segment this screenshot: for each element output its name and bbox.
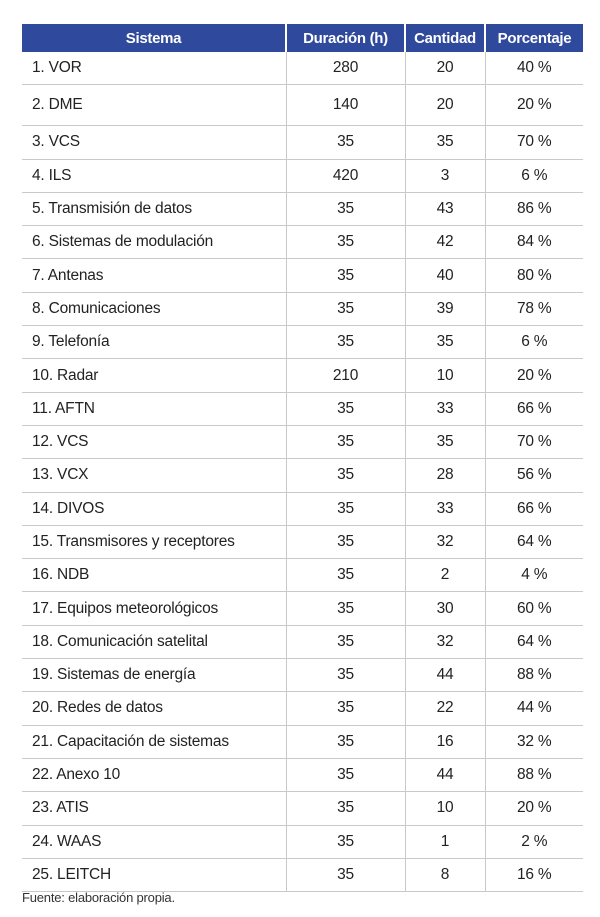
table-row: [22, 259, 583, 292]
cell-duracion: 35: [286, 259, 405, 292]
cell-sistema: 3. VCS: [22, 126, 286, 159]
table-row: [22, 525, 583, 558]
cell-sistema: 8. Comunicaciones: [22, 292, 286, 325]
cell-duracion: 280: [286, 52, 405, 85]
table-row: [22, 825, 583, 858]
cell-duracion: 35: [286, 758, 405, 791]
cell-duracion: 35: [286, 559, 405, 592]
cell-sistema: 23. ATIS: [22, 792, 286, 825]
table-row: [22, 126, 583, 159]
cell-porcentaje: 66 %: [485, 492, 583, 525]
cell-cantidad: 44: [405, 758, 485, 791]
cell-sistema: 19. Sistemas de energía: [22, 659, 286, 692]
cell-sistema: 12. VCS: [22, 425, 286, 458]
table-row: [22, 226, 583, 259]
cell-porcentaje: 20 %: [485, 359, 583, 392]
cell-duracion: 35: [286, 192, 405, 225]
cell-porcentaje: 84 %: [485, 226, 583, 259]
cell-duracion: 35: [286, 592, 405, 625]
cell-cantidad: 10: [405, 359, 485, 392]
cell-duracion: 140: [286, 85, 405, 126]
cell-duracion: 35: [286, 326, 405, 359]
cell-cantidad: 35: [405, 126, 485, 159]
cell-cantidad: 16: [405, 725, 485, 758]
cell-sistema: 9. Telefonía: [22, 326, 286, 359]
cell-porcentaje: 20 %: [485, 85, 583, 126]
systems-table: [22, 24, 583, 892]
cell-porcentaje: 70 %: [485, 126, 583, 159]
cell-sistema: 16. NDB: [22, 559, 286, 592]
cell-cantidad: 2: [405, 559, 485, 592]
cell-cantidad: 8: [405, 858, 485, 891]
cell-sistema: 13. VCX: [22, 459, 286, 492]
cell-duracion: 420: [286, 159, 405, 192]
cell-duracion: 35: [286, 692, 405, 725]
cell-porcentaje: 66 %: [485, 392, 583, 425]
cell-porcentaje: 88 %: [485, 758, 583, 791]
cell-cantidad: 33: [405, 392, 485, 425]
cell-duracion: 35: [286, 858, 405, 891]
cell-cantidad: 1: [405, 825, 485, 858]
cell-porcentaje: 56 %: [485, 459, 583, 492]
cell-sistema: 10. Radar: [22, 359, 286, 392]
cell-porcentaje: 6 %: [485, 326, 583, 359]
table-row: [22, 492, 583, 525]
cell-porcentaje: 88 %: [485, 659, 583, 692]
cell-cantidad: 20: [405, 52, 485, 85]
systems-table-container: [22, 24, 583, 892]
table-row: [22, 858, 583, 891]
cell-sistema: 1. VOR: [22, 52, 286, 85]
table-row: [22, 725, 583, 758]
cell-porcentaje: 70 %: [485, 425, 583, 458]
table-row: [22, 692, 583, 725]
header-duracion: Duración (h): [286, 24, 405, 52]
cell-duracion: 35: [286, 126, 405, 159]
cell-sistema: 7. Antenas: [22, 259, 286, 292]
table-row: [22, 625, 583, 658]
cell-cantidad: 3: [405, 159, 485, 192]
cell-sistema: 18. Comunicación satelital: [22, 625, 286, 658]
cell-duracion: 35: [286, 492, 405, 525]
header-cantidad: Cantidad: [405, 24, 485, 52]
cell-porcentaje: 32 %: [485, 725, 583, 758]
table-row: [22, 85, 583, 126]
cell-cantidad: 10: [405, 792, 485, 825]
table-row: [22, 559, 583, 592]
cell-sistema: 4. ILS: [22, 159, 286, 192]
cell-sistema: 25. LEITCH: [22, 858, 286, 891]
cell-cantidad: 33: [405, 492, 485, 525]
cell-cantidad: 39: [405, 292, 485, 325]
table-row: [22, 326, 583, 359]
cell-porcentaje: 40 %: [485, 52, 583, 85]
table-row: [22, 592, 583, 625]
cell-porcentaje: 4 %: [485, 559, 583, 592]
cell-sistema: 20. Redes de datos: [22, 692, 286, 725]
cell-cantidad: 32: [405, 625, 485, 658]
table-row: [22, 359, 583, 392]
table-row: [22, 52, 583, 85]
cell-sistema: 22. Anexo 10: [22, 758, 286, 791]
cell-duracion: 35: [286, 625, 405, 658]
cell-porcentaje: 78 %: [485, 292, 583, 325]
cell-porcentaje: 86 %: [485, 192, 583, 225]
cell-sistema: 17. Equipos meteorológicos: [22, 592, 286, 625]
table-body: [22, 52, 583, 892]
header-porcentaje: Porcentaje: [485, 24, 583, 52]
cell-cantidad: 32: [405, 525, 485, 558]
cell-sistema: 24. WAAS: [22, 825, 286, 858]
cell-cantidad: 43: [405, 192, 485, 225]
cell-porcentaje: 20 %: [485, 792, 583, 825]
header-sistema: Sistema: [22, 24, 286, 52]
table-row: [22, 792, 583, 825]
cell-cantidad: 20: [405, 85, 485, 126]
table-row: [22, 292, 583, 325]
table-row: [22, 192, 583, 225]
cell-porcentaje: 16 %: [485, 858, 583, 891]
cell-cantidad: 44: [405, 659, 485, 692]
cell-duracion: 35: [286, 226, 405, 259]
cell-duracion: 35: [286, 825, 405, 858]
table-row: [22, 425, 583, 458]
cell-cantidad: 30: [405, 592, 485, 625]
cell-sistema: 6. Sistemas de modulación: [22, 226, 286, 259]
table-row: [22, 159, 583, 192]
table-row: [22, 459, 583, 492]
cell-cantidad: 40: [405, 259, 485, 292]
cell-cantidad: 35: [405, 425, 485, 458]
table-header-row: [22, 24, 583, 52]
cell-duracion: 210: [286, 359, 405, 392]
cell-cantidad: 42: [405, 226, 485, 259]
table-row: [22, 392, 583, 425]
cell-duracion: 35: [286, 525, 405, 558]
table-row: [22, 758, 583, 791]
cell-sistema: 15. Transmisores y receptores: [22, 525, 286, 558]
cell-sistema: 14. DIVOS: [22, 492, 286, 525]
cell-porcentaje: 44 %: [485, 692, 583, 725]
cell-porcentaje: 2 %: [485, 825, 583, 858]
cell-cantidad: 28: [405, 459, 485, 492]
cell-duracion: 35: [286, 792, 405, 825]
cell-porcentaje: 80 %: [485, 259, 583, 292]
cell-duracion: 35: [286, 725, 405, 758]
cell-porcentaje: 64 %: [485, 525, 583, 558]
cell-sistema: 5. Transmisión de datos: [22, 192, 286, 225]
cell-duracion: 35: [286, 425, 405, 458]
cell-porcentaje: 6 %: [485, 159, 583, 192]
cell-duracion: 35: [286, 292, 405, 325]
cell-duracion: 35: [286, 659, 405, 692]
cell-duracion: 35: [286, 459, 405, 492]
source-note: Fuente: elaboración propia.: [22, 890, 175, 905]
cell-cantidad: 22: [405, 692, 485, 725]
cell-sistema: 11. AFTN: [22, 392, 286, 425]
cell-porcentaje: 60 %: [485, 592, 583, 625]
cell-duracion: 35: [286, 392, 405, 425]
cell-porcentaje: 64 %: [485, 625, 583, 658]
cell-sistema: 2. DME: [22, 85, 286, 126]
table-row: [22, 659, 583, 692]
cell-cantidad: 35: [405, 326, 485, 359]
cell-sistema: 21. Capacitación de sistemas: [22, 725, 286, 758]
